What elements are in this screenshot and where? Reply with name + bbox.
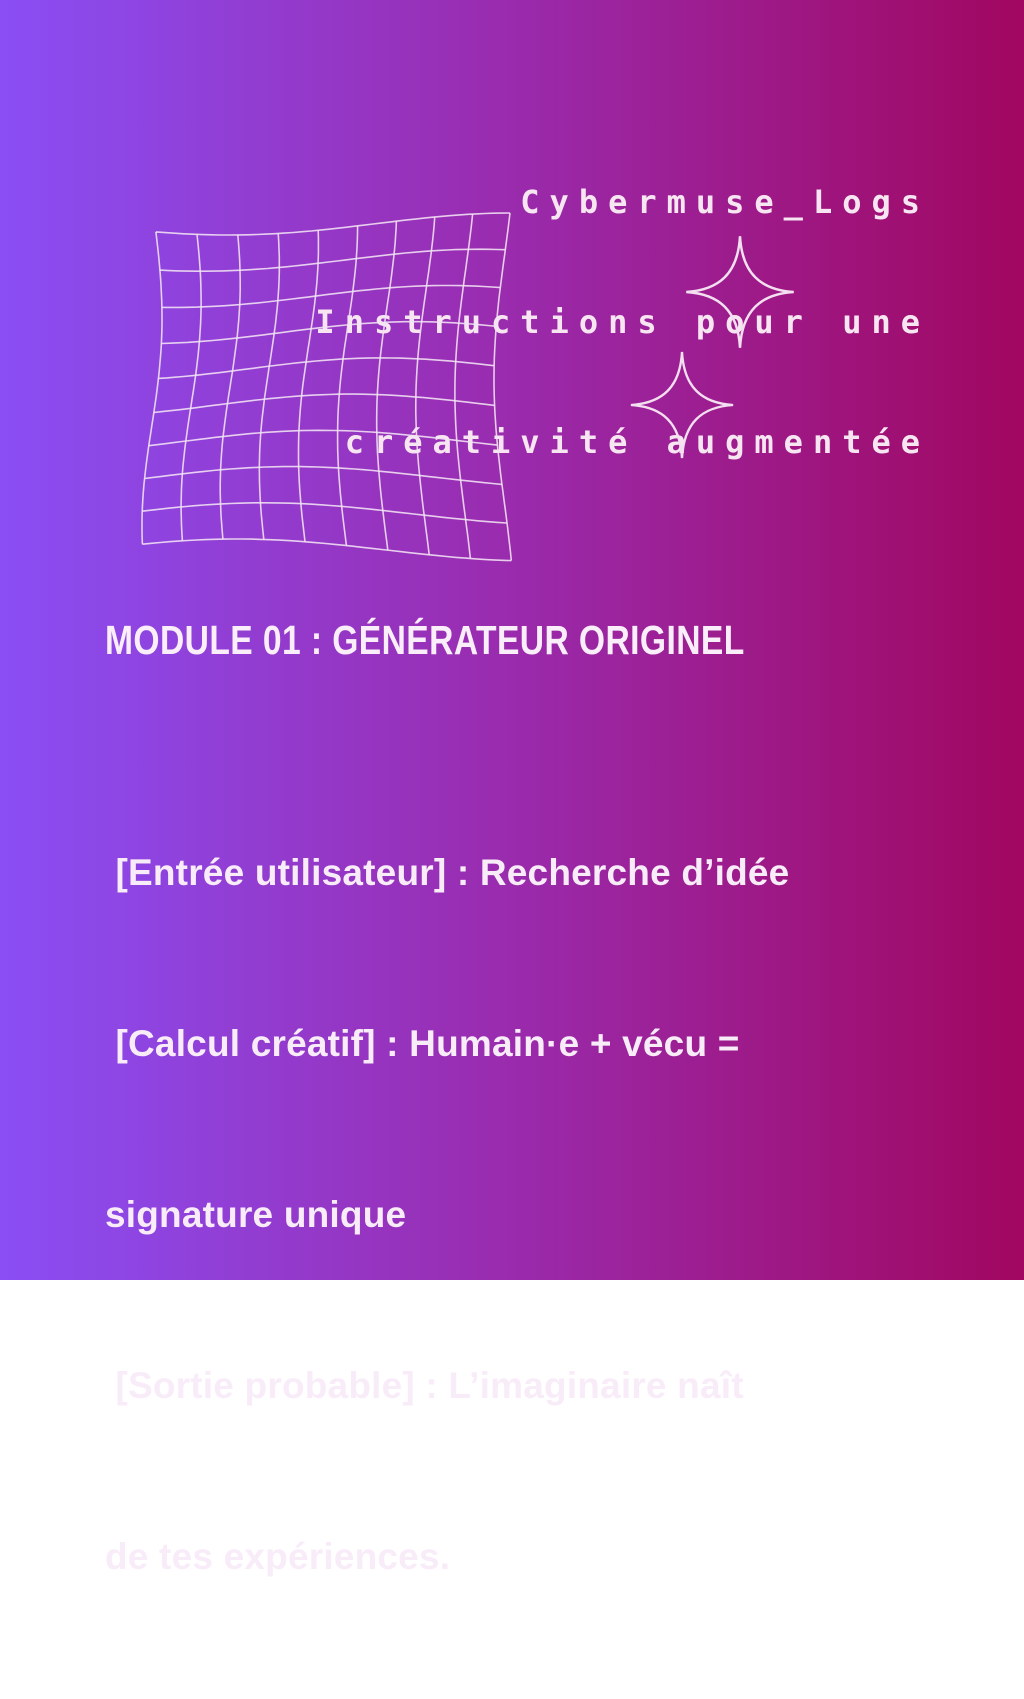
module-title: MODULE 01 : GÉNÉRATEUR ORIGINEL: [105, 617, 745, 663]
sparkle-icon: [620, 348, 744, 462]
header-line-1: Cybermuse_Logs: [520, 183, 930, 221]
body-line-1: [Entrée utilisateur] : Recherche d’idée: [105, 852, 790, 893]
body-line-5: de tes expériences.: [105, 1536, 451, 1577]
module-body-text: [105, 730, 789, 1699]
body-line-2: [Calcul créatif] : Humain·e + vécu =: [105, 1023, 740, 1064]
body-line-3: signature unique: [105, 1194, 407, 1235]
body-line-4: [Sortie probable] : L’imaginaire naît: [105, 1365, 744, 1406]
header-line-2: Instructions pour une: [315, 303, 930, 341]
warped-grid-graphic: [140, 212, 516, 562]
header-line-3: créativité augmentée: [344, 423, 930, 461]
sparkle-icon: [678, 232, 802, 352]
